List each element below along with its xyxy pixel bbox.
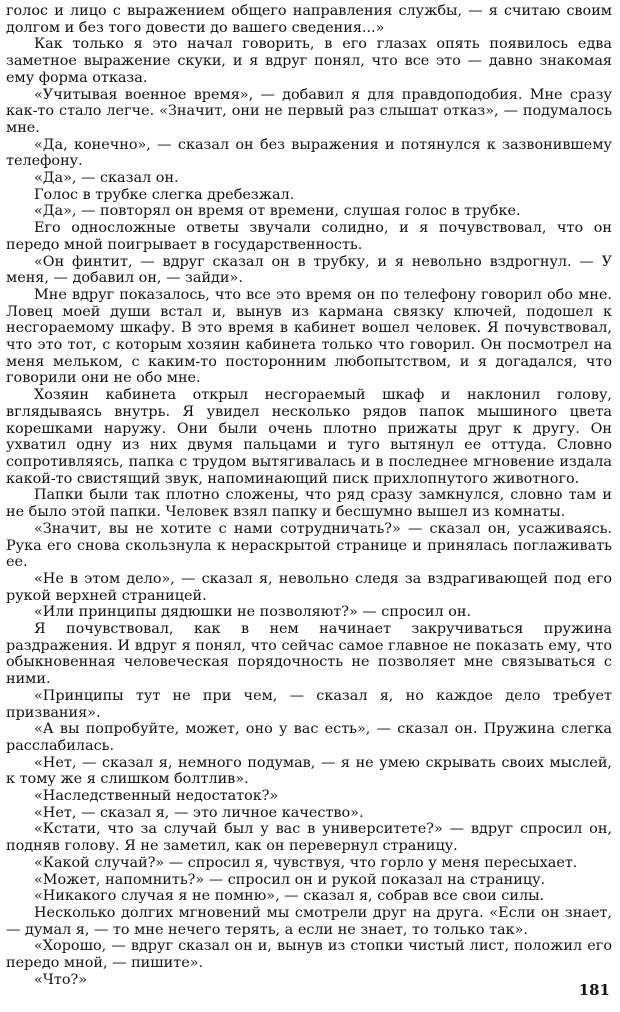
paragraph: Папки были так плотно сложены, что ряд сразу замкнулся, словно там и не было этой папки. Человек взял папку и бесшумно вышел из комнаты. xyxy=(6,487,612,521)
paragraph: «А вы попробуйте, может, оно у вас есть», — сказал он. Пружина слегка расслабилась. xyxy=(6,721,612,754)
paragraph: Как только я это начал говорить, в его глазах опять появилось едва заметное выражение скуки, и я вдруг понял, что все это — давно знакомая ему форма отказа. xyxy=(6,36,612,86)
paragraph: «Учитывая военное время», — добавил я для правдоподобия. Мне сразу как-то стало легче. «Значит, они не первый раз слышат отказ», — подумалось мне. xyxy=(6,86,612,136)
paragraph: «Или принципы дядюшки не позволяют?» — спросил он. xyxy=(34,604,472,621)
paragraph: голос и лицо с выражением общего направления службы, — я считаю своим долгом и без того довести до вашего сведения...» xyxy=(6,3,612,36)
paragraph: «Не в этом дело», — сказал я, невольно следя за вздрагивающей под его рукой верхней страницей. xyxy=(6,570,612,604)
page-number: 181 xyxy=(578,981,610,999)
paragraph: «Никакого случая я не помню», — сказал я, собрав все свои силы. xyxy=(34,888,545,905)
paragraph: «Да», — повторял он время от времени, слушая голос в трубке. xyxy=(34,203,521,220)
paragraph: «Он финтит, — вдруг сказал он в трубку, и я невольно вздрогнул. — У меня, — добавил он, — зайди». xyxy=(6,253,612,287)
paragraph: «Да, конечно», — сказал он без выражения и потянулся к зазвонившему телефону. xyxy=(6,136,612,170)
paragraph: Мне вдруг показалось, что все это время он по телефону говорил обо мне. Ловец моей души встал и, вынув из кармана связку ключей, подошел к несгораемому шкафу. В это время в кабинет вошел человек. Я почувствовал, что это тот, с которым хозяин кабинета только что говорил. Он посмотрел на меня мельком, с каким-то посторонним любопытством, и я догадался, что говорили они не обо мне. xyxy=(6,286,612,387)
paragraph: «Может, напомнить?» — спросил он и рукой показал на страницу. xyxy=(34,871,546,888)
paragraph: «Значит, вы не хотите с нами сотрудничать?» — сказал он, усаживаясь. Рука его снова скользнула к нераскрытой странице и принялась поглаживать ее. xyxy=(6,520,612,571)
paragraph: Его односложные ответы звучали солидно, и я почувствовал, что он передо мной поигрывает в государственность. xyxy=(6,220,612,253)
paragraph: «Хорошо, — вдруг сказал он и, вынув из стопки чистый лист, положил его передо мной, — пишите». xyxy=(6,938,612,972)
paragraph: «Да», — сказал он. xyxy=(34,170,179,187)
paragraph: «Нет, — сказал я, — это личное качество». xyxy=(34,804,364,821)
paragraph: «Кстати, что за случай был у вас в университете?» — вдруг спросил он, подняв голову. Я не заметил, как он перевернул страницу. xyxy=(6,821,612,855)
paragraph: «Какой случай?» — спросил я, чувствуя, что горло у меня пересыхает. xyxy=(34,854,578,871)
page-text xyxy=(6,3,612,988)
paragraph: «Наследственный недостаток?» xyxy=(34,788,279,805)
paragraph: «Что?» xyxy=(34,971,88,988)
paragraph: «Принципы тут не при чем, — сказал я, но каждое дело требует призвания». xyxy=(6,687,612,721)
paragraph: Я почувствовал, как в нем начинает закручиваться пружина раздражения. И вдруг я понял, что сейчас самое главное не показать ему, что обыкновенная человеческая порядочность не позволяет мне связываться с ними. xyxy=(6,621,612,688)
paragraph: Несколько долгих мгновений мы смотрели друг на друга. «Если он знает, — думал я, — то мне нечего терять, а если не знает, то только так». xyxy=(6,904,612,938)
paragraph: Хозяин кабинета открыл несгораемый шкаф и наклонил голову, вглядываясь внутрь. Я увидел несколько рядов папок мышиного цвета корешками наружу. Они были очень плотно прижаты друг к другу. Он ухватил одну из них двумя пальцами и туго вытянул ее оттуда. Словно сопротивляясь, папка с трудом вытягивалась и в последнее мгновение издала какой-то свистящий звук, напоминающий писк прихлопнутого животного. xyxy=(6,387,612,487)
paragraph: «Нет, — сказал я, немного подумав, — я не умею скрывать своих мыслей, к тому же я слишком болтлив». xyxy=(6,754,612,788)
paragraph: Голос в трубке слегка дребезжал. xyxy=(34,186,295,203)
